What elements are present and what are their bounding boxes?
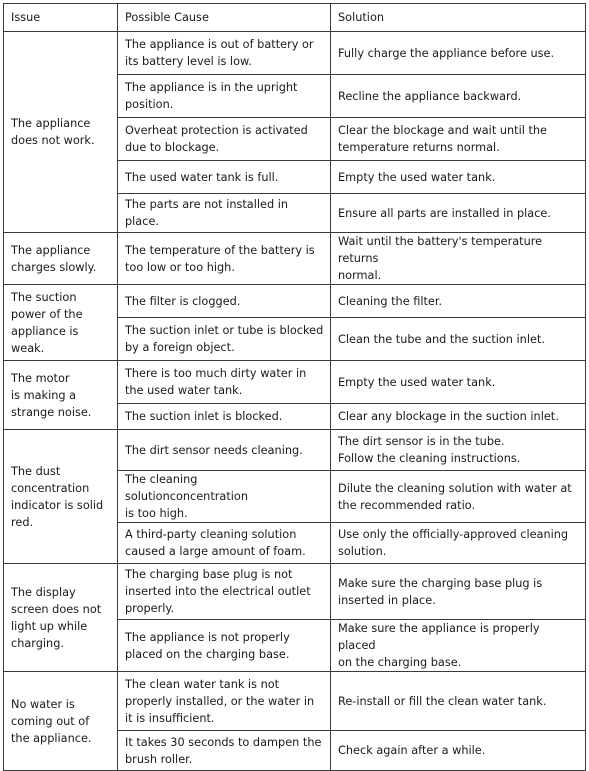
solution-cell [331, 318, 586, 361]
solution-text-line: The dirt sensor is in the tube. [338, 435, 505, 448]
cause-text-line: is too high. [125, 507, 188, 520]
solution-text-line: Empty the used water tank. [338, 170, 496, 184]
solution-cell [331, 523, 586, 564]
cause-text-line: its battery level is low. [125, 55, 252, 68]
solution-text-line: Dilute the cleaning solution with water at [338, 481, 572, 495]
solution-text-line: on the charging base. [338, 656, 462, 669]
solution-cell [331, 32, 586, 75]
issue-cell [4, 233, 118, 285]
solution-cell [331, 404, 586, 430]
issue-text-line: The motor [11, 371, 70, 385]
issue-text-line: No water is [11, 697, 75, 711]
solution-text-line: Make sure the appliance is properly placed [338, 622, 540, 652]
issue-text-line: power of the [11, 307, 83, 321]
cause-text-line: The appliance is in the upright [125, 81, 298, 94]
solution-text-line: Empty the used water tank. [338, 375, 496, 389]
solution-text-line: Clear the blockage and wait until the [338, 124, 547, 137]
solution-cell [331, 430, 586, 471]
solution-text-line: Wait until the battery's temperature returns [338, 235, 543, 265]
cause-cell [118, 404, 331, 430]
header-solution: Solution [331, 4, 586, 32]
table-row [4, 285, 586, 318]
table-row [4, 564, 586, 620]
cause-cell [118, 118, 331, 161]
solution-text-line: Fully charge the appliance before use. [338, 46, 555, 60]
cause-cell [118, 564, 331, 620]
cause-text-line: caused a large amount of foam. [125, 545, 306, 558]
cause-cell [118, 194, 331, 233]
solution-cell [331, 118, 586, 161]
cause-cell [118, 318, 331, 361]
issue-text-line: red. [11, 515, 34, 529]
solution-text-line: normal. [338, 269, 382, 282]
cause-text-line: A third-party cleaning solution [125, 528, 297, 541]
solution-text-line: Use only the officially-approved cleaning [338, 528, 569, 541]
issue-cell [4, 285, 118, 361]
cause-text-line: The clean water tank is not [125, 677, 280, 691]
cause-text-line: brush roller. [125, 752, 193, 766]
solution-text-line: Recline the appliance backward. [338, 89, 522, 103]
issue-text-line: appliance is [11, 324, 79, 338]
table-row [4, 430, 586, 471]
cause-text-line: The cleaning solutionconcentration [125, 473, 248, 503]
issue-text-line: indicator is solid [11, 498, 104, 512]
solution-cell [331, 75, 586, 118]
cause-cell [118, 523, 331, 564]
cause-cell [118, 672, 331, 731]
cause-text-line: The suction inlet or tube is blocked [125, 324, 324, 337]
solution-cell [331, 194, 586, 233]
solution-cell [331, 672, 586, 731]
issue-cell [4, 564, 118, 672]
solution-text-line: the recommended ratio. [338, 498, 476, 512]
solution-text-line: Clear any blockage in the suction inlet. [338, 410, 559, 423]
header-issue: Issue [4, 4, 118, 32]
issue-text-line: weak. [11, 341, 45, 355]
issue-cell [4, 32, 118, 233]
cause-cell [118, 361, 331, 404]
solution-text-line: solution. [338, 545, 387, 558]
issue-text-line: The display [11, 585, 76, 599]
solution-cell [331, 564, 586, 620]
issue-text-line: the appliance. [11, 731, 92, 745]
solution-text-line: Re-install or fill the clean water tank. [338, 694, 547, 708]
issue-text-line: coming out of [11, 714, 90, 728]
solution-text-line: temperature returns normal. [338, 141, 500, 154]
issue-text-line: The suction [11, 290, 77, 304]
cause-text-line: the used water tank. [125, 384, 243, 397]
solution-text-line: Follow the cleaning instructions. [338, 452, 521, 465]
table-row [4, 32, 586, 75]
solution-text-line: Check again after a while. [338, 744, 486, 757]
issue-text-line: light up while [11, 619, 88, 633]
cause-text-line: The suction inlet is blocked. [125, 410, 283, 423]
issue-text-line: The dust [11, 464, 61, 478]
solution-cell [331, 620, 586, 672]
cause-text-line: properly installed, or the water in [125, 694, 315, 708]
cause-text-line: The dirt sensor needs cleaning. [125, 443, 303, 457]
header-row [4, 4, 586, 32]
cause-text-line: placed on the charging base. [125, 647, 290, 661]
solution-text-line: Make sure the charging base plug is [338, 576, 543, 590]
cause-cell [118, 161, 331, 194]
cause-cell [118, 731, 331, 771]
table-row [4, 361, 586, 404]
solution-text-line: Ensure all parts are installed in place. [338, 206, 551, 220]
cause-cell [118, 233, 331, 285]
solution-text-line: inserted in place. [338, 593, 436, 607]
issue-text-line: The appliance [11, 117, 91, 130]
solution-text-line: Clean the tube and the suction inlet. [338, 332, 545, 346]
issue-text-line: screen does not [11, 602, 102, 616]
header-possible-cause: Possible Cause [118, 4, 331, 32]
cause-text-line: too low or too high. [125, 260, 235, 274]
solution-cell [331, 161, 586, 194]
solution-cell [331, 233, 586, 285]
troubleshooting-table [3, 3, 586, 771]
cause-cell [118, 285, 331, 318]
cause-text-line: it is insufficient. [125, 711, 215, 725]
cause-text-line: position. [125, 98, 174, 111]
solution-cell [331, 285, 586, 318]
cause-text-line: inserted into the electrical outlet [125, 585, 311, 598]
issue-text-line: concentration [11, 481, 90, 495]
solution-cell [331, 471, 586, 523]
table-row [4, 672, 586, 731]
table-row [4, 233, 586, 285]
issue-cell [4, 672, 118, 771]
cause-text-line: The appliance is not properly [125, 630, 290, 644]
issue-text-line: charging. [11, 636, 64, 650]
issue-cell [4, 361, 118, 430]
issue-text-line: is making a [11, 388, 77, 402]
solution-cell [331, 361, 586, 404]
issue-text-line: does not work. [11, 134, 95, 147]
cause-text-line: properly. [125, 602, 175, 615]
cause-cell [118, 471, 331, 523]
cause-cell [118, 620, 331, 672]
cause-cell [118, 32, 331, 75]
cause-text-line: The filter is clogged. [125, 294, 241, 308]
cause-text-line: The appliance is out of battery or [125, 38, 314, 51]
cause-text-line: There is too much dirty water in [125, 367, 307, 380]
cause-text-line: by a foreign object. [125, 341, 235, 354]
solution-cell [331, 731, 586, 771]
cause-text-line: It takes 30 seconds to dampen the [125, 735, 322, 749]
cause-text-line: The parts are not installed in place. [125, 198, 289, 228]
issue-text-line: strange noise. [11, 405, 92, 419]
cause-text-line: The charging base plug is not [125, 568, 293, 581]
cause-cell [118, 430, 331, 471]
cause-cell [118, 75, 331, 118]
cause-text-line: due to blockage. [125, 141, 220, 154]
solution-text-line: Cleaning the filter. [338, 294, 443, 308]
table-body [4, 32, 586, 771]
issue-text-line: The appliance [11, 243, 91, 257]
cause-text-line: The used water tank is full. [125, 170, 279, 184]
issue-cell [4, 430, 118, 564]
cause-text-line: The temperature of the battery is [125, 243, 315, 257]
issue-text-line: charges slowly. [11, 260, 97, 274]
cause-text-line: Overheat protection is activated [125, 124, 308, 137]
